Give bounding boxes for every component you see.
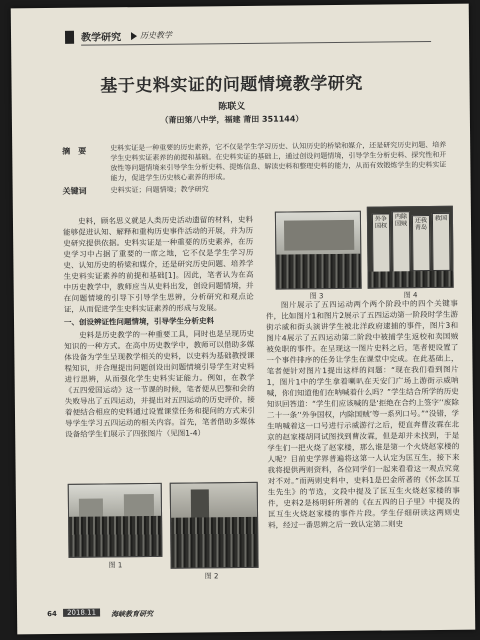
article-author: 陈联义 xyxy=(218,101,246,113)
section-header xyxy=(51,24,431,48)
abstract-text: 史料实证是一种重要的历史素养，它不仅是学生学习历史、认知历史的桥梁和媒介，还是研究历史问题、培养学生史料实证素养的前提和基础。在史料实证的基础上，通过创设问题情境，引导学生分析史料、探究性和开放性等问题情境来引导学生分析史料、提炼信息、解读史料和整理史料的能力，从而有效锻炼学生的史料实证能力，促进学生历史核心素养的形成。 xyxy=(110,140,447,183)
triangle-marker-icon xyxy=(131,32,137,40)
keywords-text: 史料实证；问题情境；教学研究 xyxy=(110,185,209,195)
journal-page xyxy=(11,4,476,635)
figure-1-photo xyxy=(68,483,163,558)
abstract-label: 摘 要 xyxy=(62,146,87,156)
body-right-column xyxy=(266,298,460,531)
section-name: 教学研究 xyxy=(80,32,122,44)
section1-heading: 一、创设辨证性问题情境，引导学生分析史料 xyxy=(63,316,215,327)
issue-badge: 2018.11 xyxy=(63,609,100,617)
figure-4-caption: 图 4 xyxy=(403,291,418,300)
figure-2-caption: 图 2 xyxy=(204,572,219,581)
header-rule xyxy=(81,41,431,46)
intro-paragraph: 史料，顾名思义就是人类历史活动遗留的材料，史料能够促进认知、解释和重构历史事件活动的开展，并为历史研究提供依据。史料实证是一种重要的历史素养，在历史学习中占据了重要的一席之地，它不仅是学生学习历史、认知历史的桥梁和媒介，还是研究历史问题、培养学生史料实证素养的前提和基础[1]。因此，笔者认为在高中历史教学中，教师应当从史料出发，创设问题情境，并在问题情境的引导下引导学生思辨，分析研究和观点论证，从而促进学生史料实证素养的形成与发展。 xyxy=(63,214,254,314)
protest-banner: 外争国权 xyxy=(372,213,391,273)
right-paragraph: 图片展示了五四运动两个两个阶段中的四个关键事件，比如图片1和图片2展示了五四运动第一阶段时学生游街示威和街头演讲学生被北洋政府逮捕的事件，图片3和图片4展示了五四运动第二阶段中被捕学生返校和卖国贼被免职的事件。在呈现这一图片史料之后，笔者便设置了一个事件排序的任务让学生在课堂中完成。在此基础上，笔者便针对图片1提出这样的问题：“现在我们看到图片1，图片1中的学生拿着喇叭在天安门广场上游街示威呐喊，你们知道他们在呐喊着什么吗？”学生结合所学的历史知识回答道：“学生们应该喊的是‘拒绝在合约上签字’‘废除二十一条’‘外争国权，内除国贼’等一系列口号。”“没错，学生呐喊着这一口号进行示威游行之后，便直奔曹汝霖在北京的赵家楼胡同试图找到曹汝霖，但是却并未找到，于是学生们一把火烧了赵家楼，那么谁是第一个火烧赵家楼的人呢？目前史学界普遍将这第一人认定为匡互生，接下来我将提供两则资料，各位同学们一起来看看这一观点究竟对不对。”而两则史料中，史料1是巴金所著的《怀念匡互生先生》的节选，文段中提及了匡互生火烧赵家楼的事件，史料2是杨明轩所著的《在五四的日子里》中提及的匡互生火烧赵家楼的事件片段。学生仔细研读这两则史料，经过一番思辨之后一致认定第二则史 xyxy=(265,298,461,530)
section-marker-icon xyxy=(65,31,74,44)
figure-4-photo: 外争国权 内除国贼 还我青岛 救国 xyxy=(367,206,454,289)
subsection-name: 历史教学 xyxy=(139,30,173,41)
keywords-label: 关键词 xyxy=(62,186,87,196)
author-affiliation: （莆田第八中学，福建 莆田 351144） xyxy=(160,114,304,125)
page-number: 64 xyxy=(47,609,57,619)
figure-2-photo xyxy=(170,482,259,569)
journal-name: 海峡教育研究 xyxy=(111,609,154,619)
figure-3-caption: 图 3 xyxy=(309,292,324,301)
figure-3-photo xyxy=(275,211,362,290)
page-footer xyxy=(47,606,447,622)
section1-paragraph: 史料是历史教学的一种重要工具，同时也是呈现历史知识的一种方式。在高中历史教学中，教师可以借助多媒体设备为学生呈现教学相关的史料，以史料为基础教授课程知识，并合理提出问题创设出问题情境引导学生对史料进行思辨，从而强化学生史料实证能力。例如，在教学《五四爱国运动》这一节课的时候，笔者便从巴黎和会的失败导出了五四运动，并提出对五四运动的历史评价，接着便结合相应的史料通过设置课堂任务和提问的方式来引导学生学习五四运动的相关内容。首先，笔者借助多媒体设备给学生们展示了四张图片（见图1-4） xyxy=(64,328,256,439)
body-left-column xyxy=(63,214,255,440)
article-title: 基于史料实证的问题情境教学研究 xyxy=(100,73,363,97)
figure-1-caption: 图 1 xyxy=(108,561,123,570)
